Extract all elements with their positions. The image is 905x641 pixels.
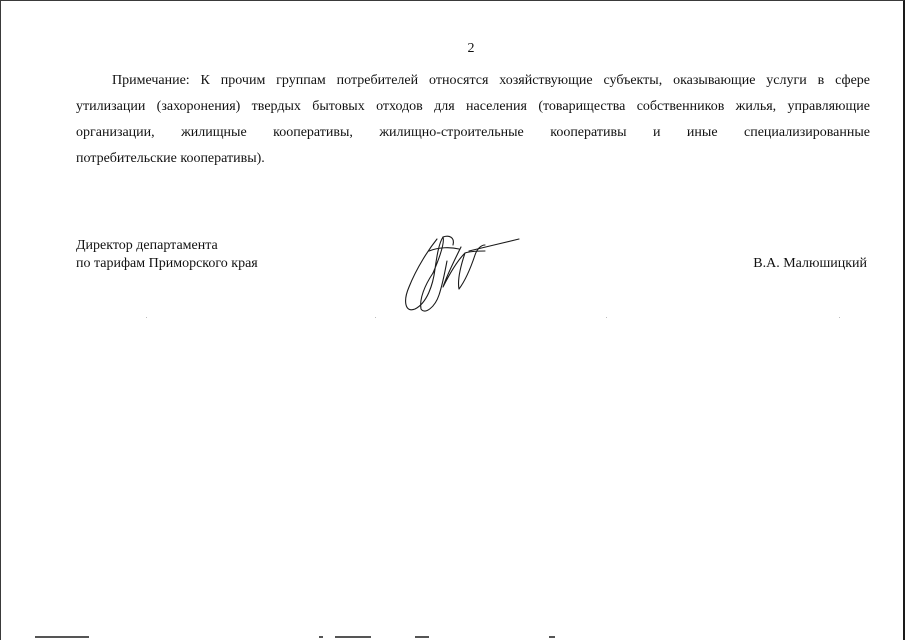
signer-title-line: по тарифам Приморского края: [76, 256, 258, 271]
signer-name: В.А. Малюшицкий: [753, 256, 867, 271]
page-number: 2: [467, 41, 475, 56]
signature-icon: [399, 229, 524, 317]
scan-dots: [1, 316, 905, 320]
note-line: потребительские кооперативы).: [76, 151, 265, 166]
note-paragraph: [76, 68, 870, 172]
signer-title-line: Директор департамента: [76, 238, 218, 253]
note-line: утилизации (захоронения) твердых бытовых отходов для населения (товарищества собственников жилья, управляющие: [76, 99, 870, 114]
note-line: Примечание: К прочим группам потребителей относятся хозяйствующие субъекты, оказывающие услуги в сфере: [112, 73, 870, 88]
signer-title: [76, 237, 258, 273]
note-line: организации, жилищные кооперативы, жилищно-строительные кооперативы и иные специализированные: [76, 125, 870, 140]
